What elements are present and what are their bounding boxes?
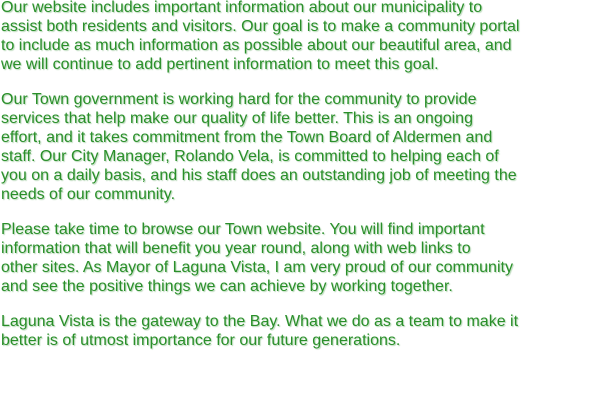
text-line: staff. Our City Manager, Rolando Vela, is committed to helping each of — [1, 148, 499, 165]
text-line: other sites. As Mayor of Laguna Vista, I am very proud of our community — [1, 259, 513, 276]
text-line: information that will benefit you year round, along with web links to — [1, 240, 471, 257]
text-line: assist both residents and visitors. Our goal is to make a community portal — [1, 18, 520, 35]
paragraph-website-intro — [1, 0, 609, 74]
text-line: you on a daily basis, and his staff does an outstanding job of meeting the — [1, 167, 517, 184]
text-line: we will continue to add pertinent information to meet this goal. — [1, 56, 439, 73]
text-line: effort, and it takes commitment from the Town Board of Aldermen and — [1, 129, 493, 146]
text-line: Please take time to browse our Town website. You will find important — [1, 221, 485, 238]
text-line: Laguna Vista is the gateway to the Bay. What we do as a team to make it — [1, 313, 519, 330]
text-line: Our Town government is working hard for the community to provide — [1, 91, 477, 108]
paragraph-browse-website — [1, 220, 609, 296]
text-line: and see the positive things we can achieve by working together. — [1, 278, 453, 295]
paragraph-gateway-to-bay — [1, 312, 609, 350]
text-line: to include as much information as possible about our beautiful area, and — [1, 37, 512, 54]
text-line: needs of our community. — [1, 186, 176, 203]
mayor-message — [1, 0, 609, 366]
text-line: better is of utmost importance for our future generations. — [1, 332, 401, 349]
text-line: Our website includes important information about our municipality to — [1, 0, 483, 16]
paragraph-town-government — [1, 90, 609, 204]
text-line: services that help make our quality of life better. This is an ongoing — [1, 110, 473, 127]
